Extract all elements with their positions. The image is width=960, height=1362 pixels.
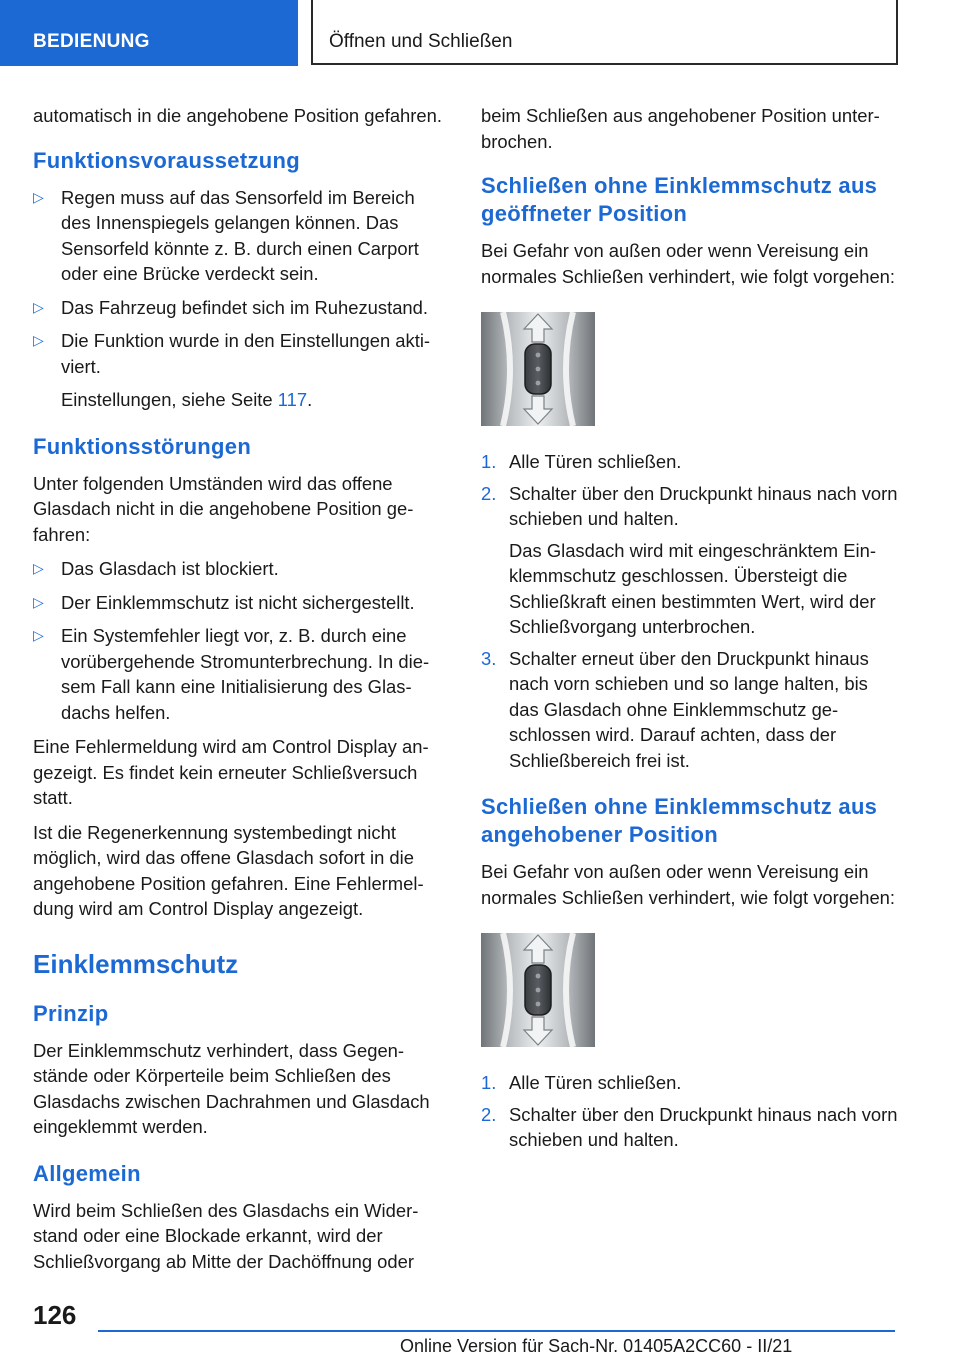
list-item-text: Das Glasdach ist blockiert. <box>61 558 279 579</box>
triangle-bullet-icon: ▷ <box>33 188 44 205</box>
list-voraussetzungen <box>33 185 447 413</box>
left-column <box>33 103 447 1283</box>
list-item-text: Das Fahrzeug befindet sich im Ruhezustand. <box>61 296 428 318</box>
section-label: BEDIENUNG <box>33 31 150 52</box>
step-item <box>481 449 899 475</box>
page-link-117[interactable]: 117 <box>277 389 308 410</box>
paragraph-intro: automatisch in die angehobene Position gefahren. <box>33 105 442 126</box>
section-tab <box>0 0 298 66</box>
list-item <box>33 623 447 725</box>
einstellungen-reference <box>61 387 447 413</box>
step-text: Alle Türen schließen. <box>509 451 682 472</box>
step-text: Alle Türen schließen. <box>509 1072 682 1093</box>
list-item-text: Ein Systemfehler liegt vor, z. B. durch eine vorübergehende Stromunterbrechung. In diesem Fall kann eine Initialisierung des Glasdachs helfen. <box>61 625 430 723</box>
triangle-bullet-icon: ▷ <box>33 332 44 348</box>
paragraph-allgemein: Wird beim Schließen des Glasdachs ein Widerstand oder eine Blockade erkannt, wird der Schließvorgang ab Mitte der Dachöffnung oder <box>33 1199 419 1272</box>
reference-end: . <box>307 389 313 410</box>
step-item <box>481 481 899 640</box>
roof-switch-illustration <box>481 933 595 1047</box>
heading-allgemein: Allgemein <box>33 1160 141 1186</box>
list-stoerungen <box>33 556 447 725</box>
triangle-bullet-icon: ▷ <box>33 298 44 315</box>
footer-divider <box>98 1330 895 1332</box>
step-text: Schalter erneut über den Druckpunkt hinaus nach vorn schieben und so lange halten, bis das Glasdach ohne Einklemmschutz geschlossen wird. Darauf achten, dass der Schließbereich frei ist. <box>509 647 869 771</box>
steps-angehoben <box>481 1070 899 1153</box>
step-text: Schalter über den Druckpunkt hinaus nach vorn schieben und halten. <box>509 482 898 529</box>
list-item <box>33 328 447 413</box>
triangle-bullet-icon: ▷ <box>33 627 44 643</box>
list-item <box>33 556 447 582</box>
list-item <box>33 295 447 321</box>
right-column <box>481 103 899 1162</box>
list-item <box>33 185 447 287</box>
paragraph-geoeffnet-intro: Bei Gefahr von außen oder wenn Vereisung ein normales Schließen verhindert, wie folgt vorgehen: <box>481 240 896 287</box>
heading-einklemmschutz: Einklemmschutz <box>33 948 239 979</box>
chapter-tab <box>311 0 898 65</box>
paragraph-fehlermeldung: Eine Fehlermeldung wird am Control Display angezeigt. Es findet kein erneuter Schließversuch statt. <box>33 736 429 808</box>
step-number: 1. <box>481 451 497 472</box>
page-header <box>0 0 960 66</box>
step-number: 2. <box>481 1103 497 1125</box>
heading-geoeffnet: Schließen ohne Einklemmschutz aus geöffneter Position <box>481 173 878 226</box>
step-item <box>481 1102 899 1153</box>
online-version-text: Online Version für Sach-Nr. 01405A2CC60 - II/21 <box>400 1336 793 1356</box>
triangle-bullet-icon: ▷ <box>33 560 44 576</box>
triangle-bullet-icon: ▷ <box>33 593 44 610</box>
step-text: Schalter über den Druckpunkt hinaus nach vorn schieben und halten. <box>509 1103 898 1150</box>
heading-funktionsvoraussetzung: Funktionsvoraussetzung <box>33 147 300 173</box>
heading-prinzip: Prinzip <box>33 1000 109 1026</box>
step-item <box>481 646 899 774</box>
paragraph-angehoben-intro: Bei Gefahr von außen oder wenn Vereisung ein normales Schließen verhindert, wie folgt vorgehen: <box>481 861 896 908</box>
step-number: 1. <box>481 1072 497 1093</box>
chapter-label: Öffnen und Schließen <box>329 31 513 52</box>
paragraph-prinzip: Der Einklemmschutz verhindert, dass Gegenstände oder Körperteile beim Schließen des Glasdachs zwischen Dachrahmen und Glasdach eingeklemmt werden. <box>33 1039 430 1137</box>
step-number: 2. <box>481 482 497 504</box>
paragraph-regenerkennung: Ist die Regenerkennung systembedingt nicht möglich, wird das offene Glasdach sofort in die angehobene Position gefahren. Eine Fehlermeldung wird am Control Display angezeigt. <box>33 821 424 919</box>
list-item-text: Der Einklemmschutz ist nicht sichergestellt. <box>61 591 415 613</box>
steps-geoeffnet <box>481 449 899 773</box>
paragraph-intro-right: beim Schließen aus angehobener Position unterbrochen. <box>481 105 880 152</box>
heading-funktionsstoerungen: Funktionsstörungen <box>33 433 252 459</box>
step-number: 3. <box>481 647 497 669</box>
roof-switch-illustration <box>481 312 595 426</box>
paragraph-stoerungen-intro: Unter folgenden Umständen wird das offene Glasdach nicht in die angehobene Position gefahren: <box>33 472 414 545</box>
list-item <box>33 590 447 616</box>
list-item-text: Regen muss auf das Sensorfeld im Bereich des Innenspiegels gelangen können. Das Sensorfeld könnte z. B. durch einen Carport oder eine Brücke verdeckt sein. <box>61 186 419 284</box>
list-item-text: Die Funktion wurde in den Einstellungen aktiviert. <box>61 330 431 377</box>
page-number: 126 <box>33 1300 77 1330</box>
step-subtext: Das Glasdach wird mit eingeschränktem Einklemmschutz geschlossen. Übersteigt die Schließkraft einen bestimmten Wert, wird der Schließvorgang unterbrochen. <box>509 539 876 637</box>
reference-text: Einstellungen, siehe Seite <box>61 389 278 410</box>
step-item <box>481 1070 899 1096</box>
heading-angehoben: Schließen ohne Einklemmschutz aus angehobener Position <box>481 794 878 847</box>
